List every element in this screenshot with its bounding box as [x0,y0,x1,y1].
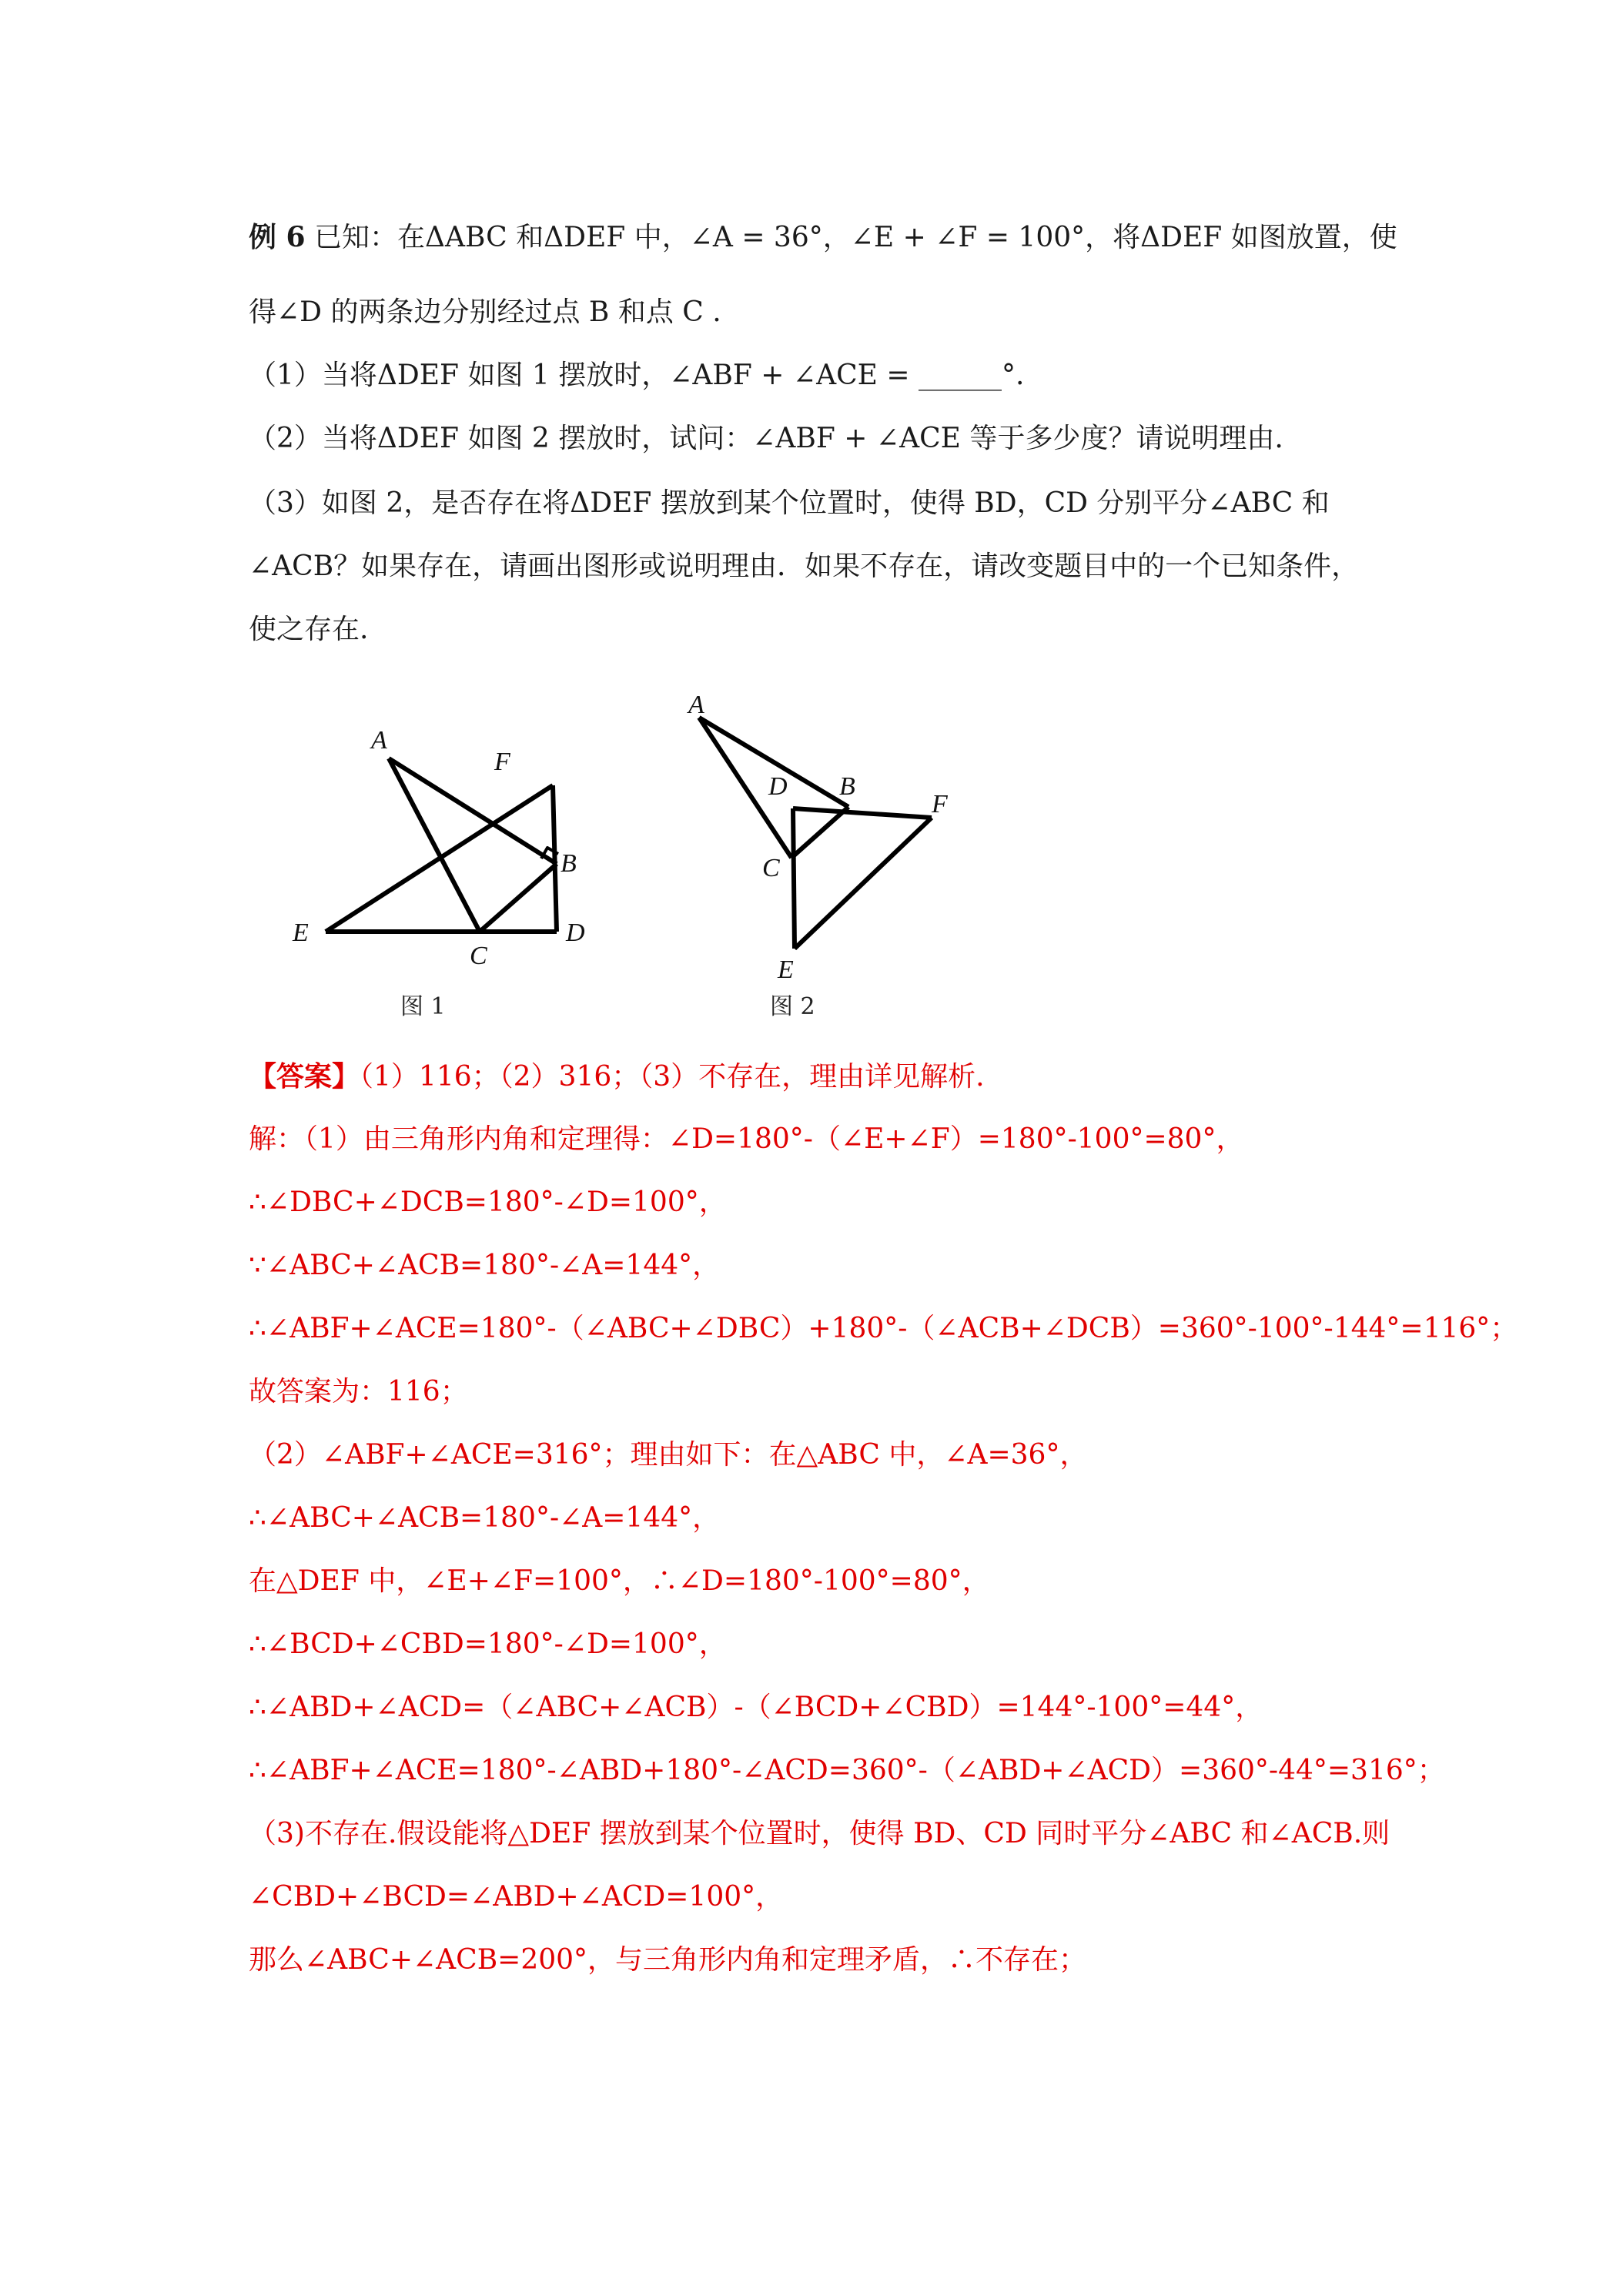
answer-summary-line [249,1059,985,1094]
answer-line: 那么∠ABC+∠ACB=200°，与三角形内角和定理矛盾，∴不存在； [249,1944,1087,1976]
answer-line: （2）∠ABF+∠ACE=316°；理由如下：在△ABC 中，∠A=36°， [249,1439,1088,1471]
segment-EF [326,785,553,932]
question-part-1: （1）当将ΔDEF 如图 1 摆放时，∠ABF + ∠ACE = ______°. [249,360,1025,391]
answer-line: ∴∠DBC+∠DCB=180°-∠D=100°， [249,1186,727,1218]
label-A: A [688,691,704,719]
question-line-2: 得∠D 的两条边分别经过点 B 和点 C . [249,296,721,328]
figure-1-diagram [285,708,608,986]
segment-FD [553,785,557,932]
answer-line: ∴∠ABF+∠ACE=180°-（∠ABC+∠DBC）+180°-（∠ACB+∠DCB）=360°-100°-144°=116°； [249,1313,1518,1344]
answer-line: ∴∠ABC+∠ACB=180°-∠A=144°， [249,1502,721,1534]
label-D: D [566,919,585,947]
answer-tag: 【答案】 [249,1060,360,1093]
segment-DE [793,808,795,949]
figure-2-diagram [678,685,962,978]
question-text-1: 已知：在ΔABC 和ΔDEF 中，∠A = 36°，∠E + ∠F = 100°，将ΔDEF 如图放置，使 [314,222,1397,253]
label-E: E [778,956,794,978]
label-F: F [932,790,948,818]
question-part-3-line-1: （3）如图 2，是否存在将ΔDEF 摆放到某个位置时，使得 BD，CD 分别平分∠ABC 和 [249,487,1330,519]
label-C: C [762,854,780,882]
figure-1 [285,708,608,1020]
question-line-1 [249,220,1397,255]
answer-line: 在△DEF 中，∠E+∠F=100°，∴∠D=180°-100°=80°， [249,1565,990,1597]
question-part-3-line-3: 使之存在. [249,614,369,645]
label-B: B [561,849,577,878]
label-A: A [371,726,387,755]
answer-line: ∴∠BCD+∠CBD=180°-∠D=100°， [249,1628,727,1660]
label-F: F [494,748,510,776]
label-B: B [839,772,855,801]
label-E: E [293,919,309,947]
figure-1-caption: 图 1 [400,993,446,1020]
answer-line: （3)不存在.假设能将△DEF 摆放到某个位置时，使得 BD、CD 同时平分∠ABC 和∠ACB.则 [249,1818,1390,1849]
question-part-2: （2）当将ΔDEF 如图 2 摆放时，试问：∠ABF + ∠ACE 等于多少度？请说明理由. [249,423,1283,454]
segment-CB [480,864,557,932]
segment-CB [791,807,848,858]
answer-line: ∠CBD+∠BCD=∠ABD+∠ACD=100°， [249,1881,784,1913]
label-D: D [768,772,788,801]
segment-DF [793,808,932,818]
answer-line: 故答案为：116； [249,1376,468,1407]
answer-summary: （1）116；（2）316；（3）不存在，理由详见解析. [360,1061,985,1093]
answer-line: 解：（1）由三角形内角和定理得：∠D=180°-（∠E+∠F）=180°-100°=80°， [249,1123,1244,1155]
question-part-3-line-2: ∠ACB？如果存在，请画出图形或说明理由．如果不存在，请改变题目中的一个已知条件， [249,551,1360,582]
figure-2 [678,685,962,1020]
figure-2-caption: 图 2 [770,993,815,1020]
answer-line: ∴∠ABD+∠ACD=（∠ABC+∠ACB）-（∠BCD+∠CBD）=144°-100°=44°， [249,1692,1263,1723]
label-C: C [470,942,487,970]
example-label: 例 6 [249,221,306,253]
answer-line: ∵∠ABC+∠ACB=180°-∠A=144°， [249,1250,721,1281]
answer-line: ∴∠ABF+∠ACE=180°-∠ABD+180°-∠ACD=360°-（∠ABD+∠ACD）=360°-44°=316°； [249,1755,1445,1786]
